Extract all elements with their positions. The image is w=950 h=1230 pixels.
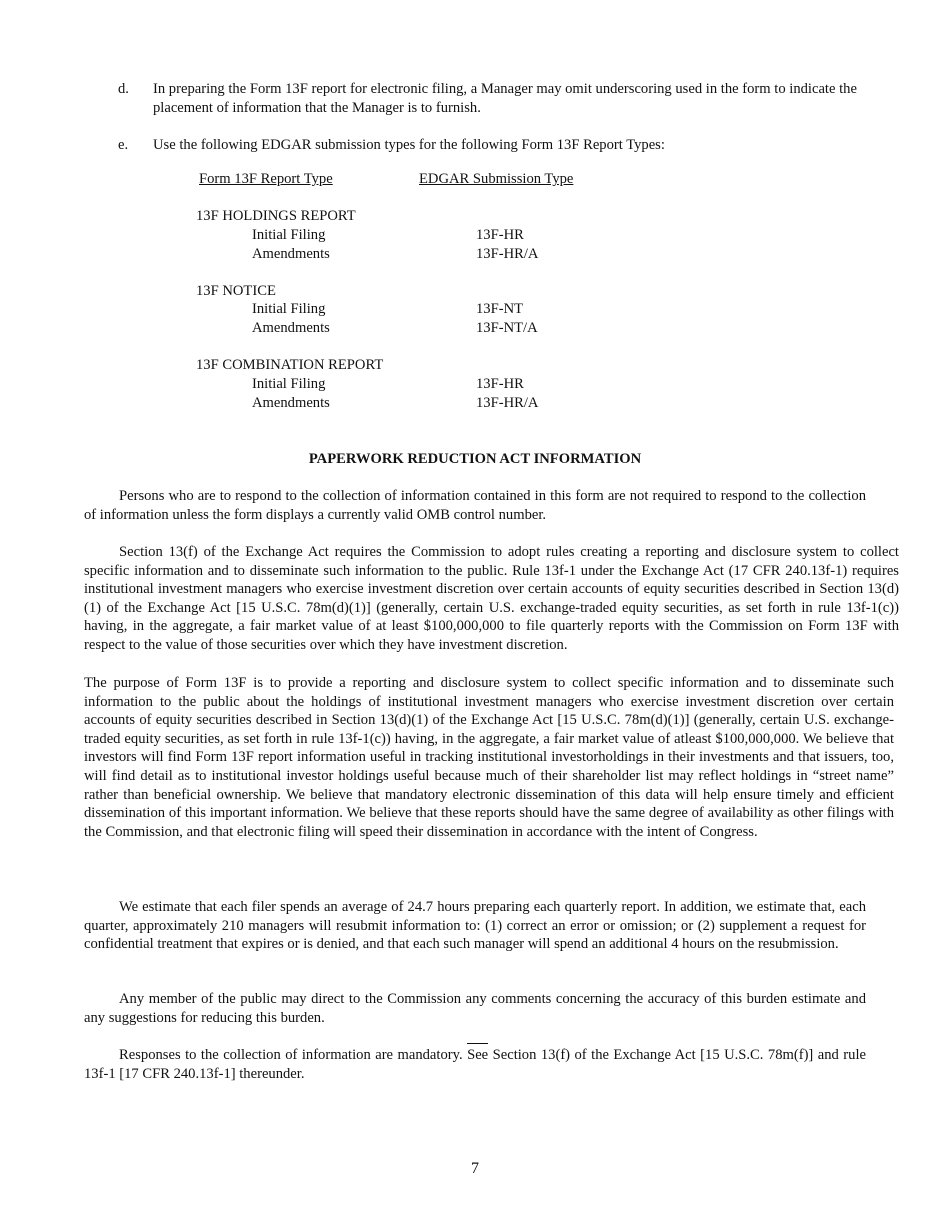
paragraph-omb — [84, 487, 866, 524]
header-submission-type: EDGAR Submission Type — [419, 171, 574, 187]
header-report-type: Form 13F Report Type — [199, 171, 333, 187]
see-overline — [467, 1043, 488, 1044]
paragraph-comments-text: Any member of the public may direct to the Commission any comments concerning the accuracy of this burden estimate and any suggestions for reducing this burden. — [84, 991, 866, 1026]
list-text-d: In preparing the Form 13F report for electronic filing, a Manager may omit underscoring used in the form to indicate the placement of information that the Manager is to furnish. — [153, 81, 857, 116]
list-marker-d: d. — [118, 81, 129, 97]
row-label: Initial Filing — [252, 227, 326, 243]
group-title-combination: 13F COMBINATION REPORT — [196, 357, 384, 373]
see-reference — [467, 1046, 488, 1065]
paragraph-purpose: The purpose of Form 13F is to provide a reporting and disclosure system to collect specific information and to disseminate such information to the public about the holdings of institutional investment managers who exercise investment discretion over certain accounts of equity securities described in Section 13(d)(1) of the Exchange Act [15 U.S.C. 78m(d)(1)] (generally, certain U.S. exchange-traded equity securities, as set forth in rule 13f-1(c)) having, in the aggregate, a fair market value of atleast $100,000,000. We believe that investors will find Form 13F report information useful in tracking institutional investorholdings in their investments and that issuers, too, will find detail as to institutional investor holdings useful because much of their shareholder list may reflect holdings in “street name” rather than beneficial ownership. We believe that mandatory electronic dissemination of this data will help ensure timely and efficient dissemination of this important information. We believe that these reports should have the same degree of availability as other filings with the Commission, and that electronic filing will speed their dissemination in accordance with the intent of Congress. — [84, 675, 894, 840]
paragraph-mandatory — [84, 1046, 866, 1083]
group-title-holdings: 13F HOLDINGS REPORT — [196, 208, 356, 224]
group-title-notice: 13F NOTICE — [196, 283, 276, 299]
page-number: 7 — [471, 1160, 479, 1177]
list-marker-e: e. — [118, 137, 129, 153]
row-label: Amendments — [252, 395, 330, 411]
paragraph-estimate — [84, 898, 866, 954]
paragraph-omb-text: Persons who are to respond to the collection of information contained in this form are not required to respond to the collection of information unless the form displays a currently valid OMB control number. — [84, 488, 866, 523]
row-label: Amendments — [252, 320, 330, 336]
paragraph-section-13f — [84, 543, 899, 655]
row-code: 13F-HR/A — [476, 395, 539, 411]
paragraph-section-13f-text: Section 13(f) of the Exchange Act requires the Commission to adopt rules creating a reporting and disclosure system to collect specific information and to disseminate such information to the public. Rule 13f-1 under the Exchange Act (17 CFR 240.13f-1) requires institutional investment managers who exercise investment discretion over certain accounts of equity securities described in Section 13(d)(1) of the Exchange Act [15 U.S.C. 78m(d)(1)] (generally, certain U.S. exchange-traded equity securities, as set forth in rule 13f-1(c)) having, in the aggregate, a fair market value of at least $100,000,000 to file quarterly reports with the Commission on Form 13F with respect to the value of those securities over which they have investment discretion. — [84, 544, 899, 653]
row-label: Amendments — [252, 246, 330, 262]
row-code: 13F-HR — [476, 376, 524, 392]
row-label: Initial Filing — [252, 301, 326, 317]
row-label: Initial Filing — [252, 376, 326, 392]
row-code: 13F-HR/A — [476, 246, 539, 262]
paragraph-mandatory-rest: Section 13(f) of the Exchange Act [15 U.S.C. 78m(f)] and rule 13f-1 [17 CFR 240.13f-1] thereunder. — [84, 1047, 866, 1082]
row-code: 13F-HR — [476, 227, 524, 243]
list-text-e: Use the following EDGAR submission types for the following Form 13F Report Types: — [153, 137, 665, 153]
see-reference-text: See — [467, 1047, 489, 1063]
section-heading: PAPERWORK REDUCTION ACT INFORMATION — [308, 451, 642, 467]
paragraph-comments — [84, 990, 866, 1027]
row-code: 13F-NT — [476, 301, 524, 317]
paragraph-estimate-text: We estimate that each filer spends an average of 24.7 hours preparing each quarterly report. In addition, we estimate that, each quarter, approximately 210 managers will resubmit information to: (1) correct an error or omission; or (2) supplement a request for confidential treatment that expires or is denied, and that each such manager will spend an additional 4 hours on the resubmission. — [84, 899, 866, 953]
paragraph-mandatory-lead: Responses to the collection of information are mandatory. — [119, 1047, 468, 1063]
row-code: 13F-NT/A — [476, 320, 538, 336]
